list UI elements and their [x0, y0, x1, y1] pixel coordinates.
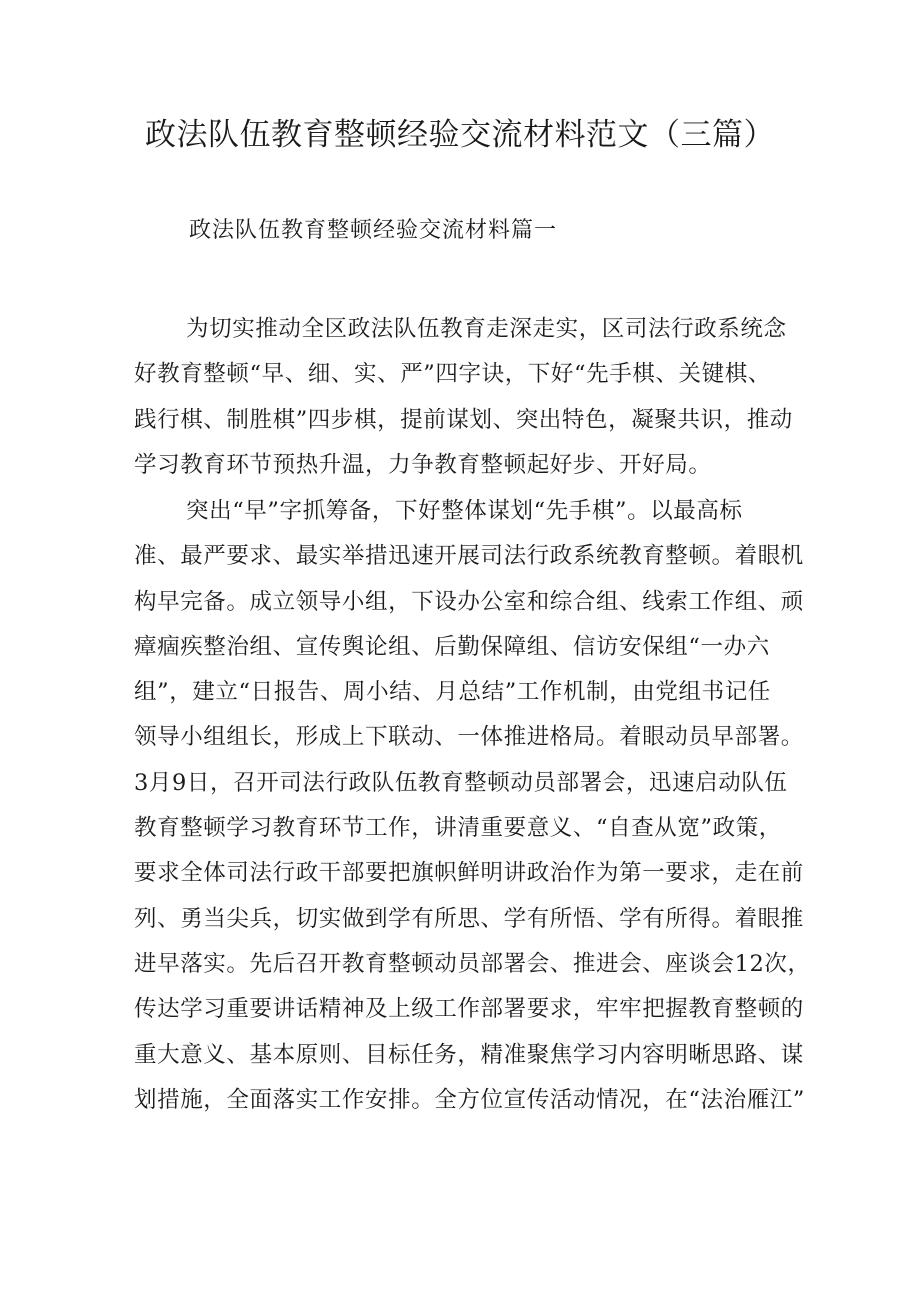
section-heading: 政法队伍教育整顿经验交流材料篇一 — [189, 218, 558, 243]
paragraph-line: 准、最严要求、最实举措迅速开展司法行政系统教育整顿。着眼机 — [134, 543, 804, 570]
paragraph-line: 组”，建立“日报告、周小结、月总结”工作机制，由党组书记任 — [134, 679, 771, 706]
paragraph-line: 践行棋、制胜棋”四步棋，提前谋划、突出特色，凝聚共识，推动 — [134, 406, 793, 433]
paragraph-line: 构早完备。成立领导小组，下设办公室和综合组、线索工作组、顽 — [134, 588, 804, 615]
paragraph-line: 划措施，全面落实工作安排。全方位宣传活动情况，在“法治雁江” — [134, 1086, 806, 1113]
paragraph-line: 教育整顿学习教育环节工作，讲清重要意义、“自查从宽”政策， — [134, 815, 782, 842]
paragraph-line: 进早落实。先后召开教育整顿动员部署会、推进会、座谈会12次， — [134, 950, 811, 977]
paragraph-line: 要求全体司法行政干部要把旗帜鲜明讲政治作为第一要求，走在前 — [134, 860, 804, 887]
paragraph-line: 为切实推动全区政法队伍教育走深走实，区司法行政系统念 — [186, 316, 787, 342]
paragraph-line: 领导小组组长，形成上下联动、一体推进格局。着眼动员早部署。 — [134, 724, 804, 751]
paragraph-1 — [134, 307, 793, 488]
paragraph-line: 重大意义、基本原则、目标任务，精准聚焦学习内容明晰思路、谋 — [134, 1041, 804, 1068]
paragraph-line: 列、勇当尖兵，切实做到学有所思、学有所悟、学有所得。着眼推 — [134, 905, 804, 932]
paragraph-line: 好教育整顿“早、细、实、严”四字诀，下好“先手棋、关键棋、 — [134, 361, 771, 388]
paragraph-line: 突出“早”字抓筹备，下好整体谋划“先手棋”。以最高标 — [186, 498, 743, 524]
paragraph-line: 3月9日，召开司法行政队伍教育整顿动员部署会，迅速启动队伍 — [134, 769, 788, 796]
paragraph-2 — [134, 489, 811, 1123]
document-title: 政法队伍教育整顿经验交流材料范文（三篇） — [145, 117, 775, 153]
paragraph-line: 学习教育环节预热升温，力争教育整顿起好步、开好局。 — [134, 451, 712, 478]
paragraph-line: 瘴痼疾整治组、宣传舆论组、后勤保障组、信访安保组“一办六 — [134, 633, 770, 660]
paragraph-line: 传达学习重要讲话精神及上级工作部署要求，牢牢把握教育整顿的 — [134, 996, 804, 1023]
